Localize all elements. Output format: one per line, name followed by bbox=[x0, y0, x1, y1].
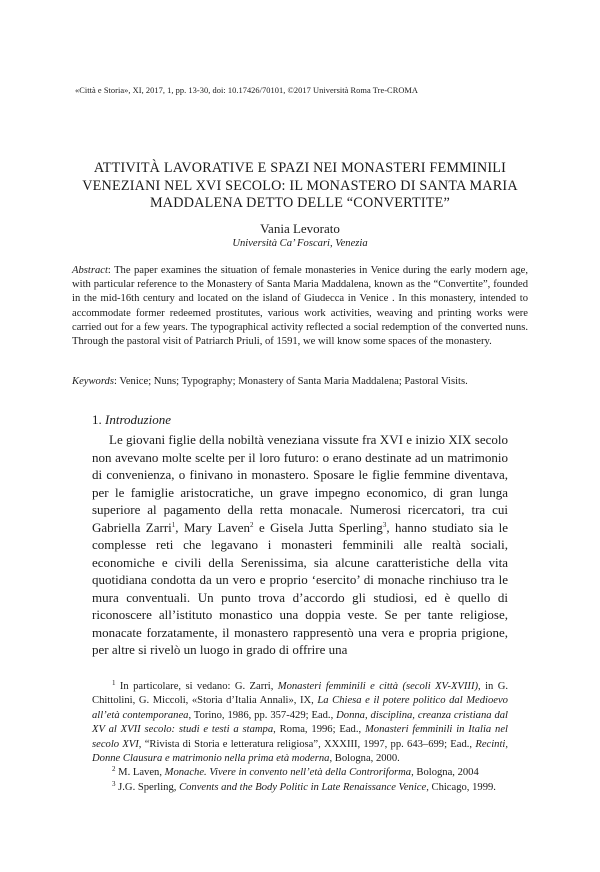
body-paragraph bbox=[92, 431, 508, 659]
footnote-work-title: Monache. Vivere in convento nell’età della Controriforma bbox=[164, 767, 412, 779]
author-affiliation: Università Ca’ Foscari, Venezia bbox=[232, 238, 368, 249]
footnote-work-title: Donna, disciplina, creanza cristiana dal XV al XVII secolo: studi e testi a stampa bbox=[92, 709, 509, 736]
footnote-work-title: Monasteri femminili e città (secoli XV-XVIII) bbox=[277, 681, 479, 692]
body-text-3: e Gisela Jutta Sperling bbox=[253, 519, 383, 535]
keywords-text: : Venice; Nuns; Typography; Monastery of Santa Maria Maddalena; Pastoral Visits. bbox=[113, 376, 468, 387]
footnote-work-title: Convents and the Body Politic in Late Renaissance Venice bbox=[179, 781, 427, 793]
footnote-ref-3[interactable]: 3 bbox=[382, 520, 387, 529]
footnote-number: 3 bbox=[112, 779, 116, 788]
footnotes bbox=[92, 680, 508, 795]
footnote-1 bbox=[92, 680, 508, 766]
abstract bbox=[72, 264, 528, 349]
footnote-ref-2[interactable]: 2 bbox=[250, 520, 254, 529]
footnote-text: M. Laven, bbox=[115, 767, 165, 779]
abstract-text: : The paper examines the situation of female monasteries in Venice during the early modern age, with particular reference to the Monastery of Santa Maria Maddalena, known as the “Convertite”, founded in the mid-16th century and located on the island of Giudecca in Venice . In this monastery, intended to accommodate former redeemed prostitutes, various work activities, weaving and printing works were carried out for a few years. The typographical activity reflected a social redemption of the converted nuns. Through the pastoral visit of Patriarch Priuli, of 1591, we will know some spaces of the monastery. bbox=[72, 265, 528, 348]
body-text-4: , hanno studiato sia le complesse reti che legavano i monasteri femminili alle realtà sociali, economiche e civili della Serenissima, sia alcune caratteristiche della vita quotidiana condotta da un vero e proprio ‘esercito’ di monache rinchiuso tra le mura conventuali. Un punto trova d’accordo gli studiosi, ed è quello di riconoscere all’istituto monastico una doppia veste. Se per tante religiose, monacate forzatamente, il monastero rappresentò una vera e propria prigione, per altre si rivelò un luogo in grado di offrire una bbox=[92, 519, 509, 657]
footnote-2 bbox=[92, 766, 508, 780]
footnote-text: , “Rivista di Storia e letteratura religiosa”, XXXIII, 1997, pp. 643–699; Ead., bbox=[138, 738, 476, 750]
footnote-text: J.G. Sperling, bbox=[115, 781, 180, 793]
footnote-text: , Torino, 1986, pp. 357-429; Ead., bbox=[188, 709, 337, 721]
keywords bbox=[72, 375, 528, 389]
footnote-number: 2 bbox=[112, 765, 116, 774]
paper-title: ATTIVITÀ LAVORATIVE E SPAZI NEI MONASTERI FEMMINILI VENEZIANI NEL XVI SECOLO: IL MONASTERO DI SANTA MARIA MADDALENA DETTO DELLE “CONVERTITE” bbox=[82, 160, 518, 211]
footnote-text: In particolare, si vedano: G. Zarri, bbox=[115, 681, 278, 692]
section-heading bbox=[92, 412, 171, 428]
footnote-text: , Roma, 1996; Ead., bbox=[273, 724, 365, 736]
footnote-work-title: Recinti, Donne Clausura e matrimonio nella prima età moderna bbox=[92, 738, 508, 765]
author-name: Vania Levorato bbox=[260, 221, 340, 236]
keywords-label: Keywords bbox=[72, 376, 114, 387]
section-number: 1. bbox=[92, 412, 105, 427]
footnote-work-title: La Chiesa e il potere politico dal Medioevo all’età contemporanea bbox=[92, 695, 508, 721]
footnote-text: , Bologna, 2000. bbox=[329, 753, 400, 765]
footnote-ref-1[interactable]: 1 bbox=[171, 520, 176, 529]
footnote-text: , in G. Chittolini, G. Miccoli, «Storia d’Italia Annali», IX, bbox=[92, 681, 509, 707]
footnote-work-title: Monasteri femminili in Italia nel secolo XVI bbox=[92, 724, 509, 750]
footnote-text: , Bologna, 2004 bbox=[411, 767, 479, 779]
footnote-text: , Chicago, 1999. bbox=[426, 781, 496, 793]
abstract-label: Abstract bbox=[72, 265, 108, 276]
footnote-3 bbox=[92, 781, 508, 795]
section-title: Introduzione bbox=[105, 412, 171, 427]
body-text-1: Le giovani figlie della nobiltà veneziana vissute fra XVI e inizio XIX secolo non avevano molte scelte per il loro futuro: o erano destinate ad un matrimonio di convenienza, o finivano in monastero. Sposare le figlie femmine diventava, per le famiglie aristocratiche, un grave impegno economico, di gran lunga superiore al pagamento della retta monacale. Numerosi ricercatori, tra cui Gabriella Zarri bbox=[92, 432, 508, 535]
body-text-2: , Mary Laven bbox=[175, 519, 251, 535]
running-head: «Città e Storia», XI, 2017, 1, pp. 13-30, doi: 10.17426/70101, ©2017 Università Roma Tre-CROMA bbox=[75, 86, 419, 95]
footnote-number: 1 bbox=[112, 679, 116, 687]
